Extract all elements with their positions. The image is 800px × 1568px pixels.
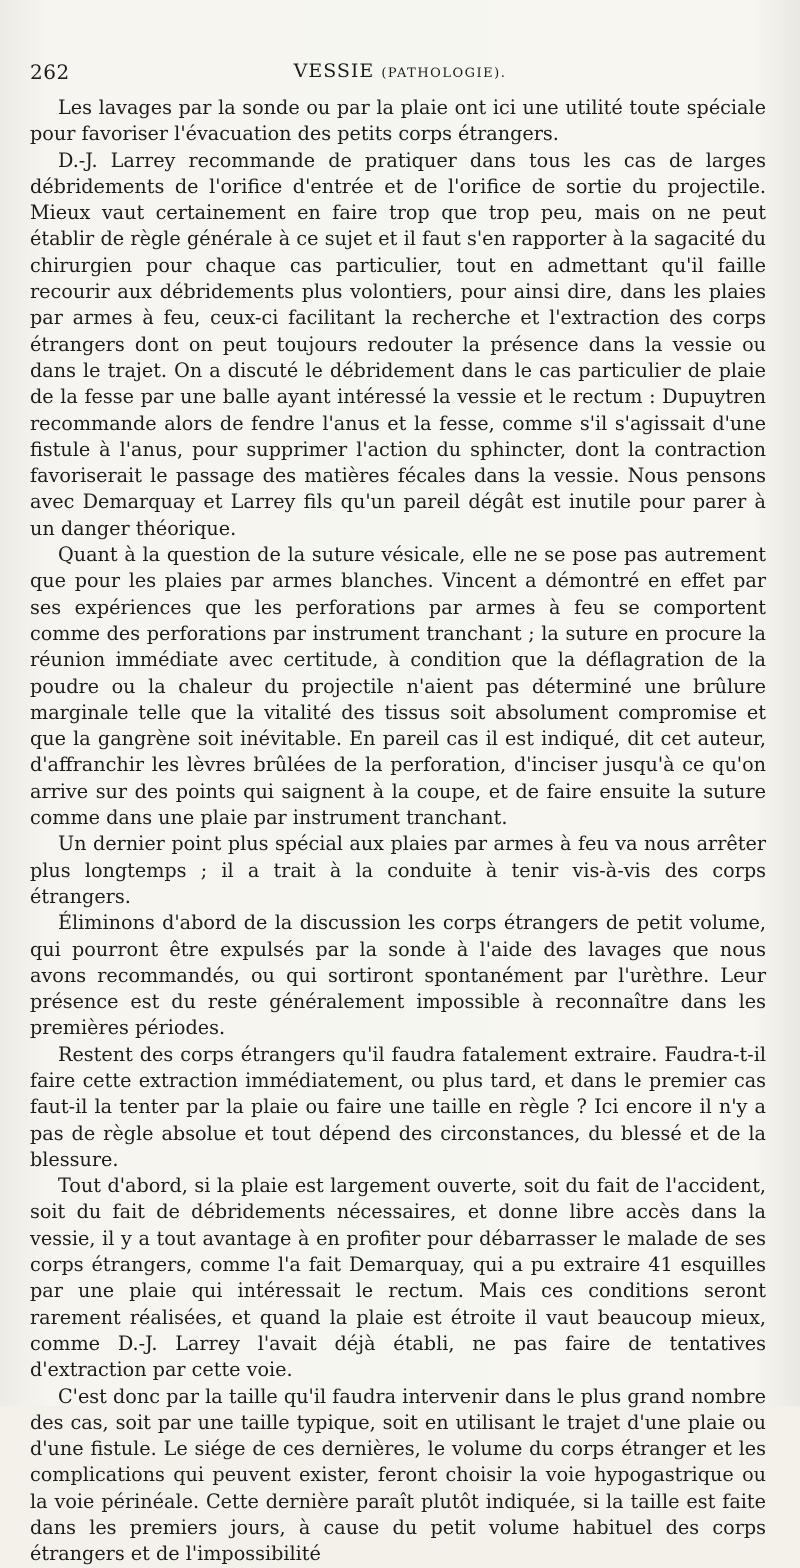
paragraph: Restent des corps étrangers qu'il faudra fatalement extraire. Faudra-t-il faire cette extraction immédiatement, ou plus tard, et dans le premier cas faut-il la tenter par la plaie ou faire une taille en règle ? Ici encore il n'y a pas de règle absolue et tout dépend des circonstances, du blessé et de la blessure.	[30, 1042, 766, 1171]
paragraph: Un dernier point plus spécial aux plaies par armes à feu va nous arrêter plus longtemps ; il a trait à la conduite à tenir vis-à-vis des corps étrangers.	[30, 832, 766, 908]
paragraph: C'est donc par la taille qu'il faudra intervenir dans le plus grand nombre des cas, soit par une taille typique, soit en utilisant le trajet d'une plaie ou d'une fistule. Le siége de ces dernières, le volume du corps étranger et les complications qui peuvent exister, feront choisir la voie hypogastrique ou la voie périnéale. Cette dernière paraît plutôt indiquée, si la taille est faite dans les premiers jours, à cause du petit volume habituel des corps étrangers et de l'impossibilité	[30, 1384, 766, 1566]
running-title	[30, 60, 770, 82]
body-text	[30, 95, 766, 1568]
paragraph: Tout d'abord, si la plaie est largement ouverte, soit du fait de l'accident, soit du fait de débridements nécessaires, et donne libre accès dans la vessie, il y a tout avantage à en profiter pour débarrasser le malade de ses corps étrangers, comme l'a fait Demarquay, qui a pu extraire 41 esquilles par une plaie qui intéressait le rectum. Mais ces conditions seront rarement réalisées, et quand la plaie est étroite il vaut beaucoup mieux, comme D.-J. Larrey l'avait déjà établi, ne pas faire de tentatives d'extraction par cette voie.	[30, 1174, 766, 1382]
running-title-main: VESSIE	[293, 60, 375, 82]
page-number: 262	[30, 60, 70, 84]
page-header	[30, 60, 770, 90]
paragraph: Les lavages par la sonde ou par la plaie ont ici une utilité toute spéciale pour favoriser l'évacuation des petits corps étrangers.	[30, 96, 766, 146]
running-title-subtitle: (PATHOLOGIE).	[381, 66, 507, 81]
paragraph: Éliminons d'abord de la discussion les corps étrangers de petit volume, qui pourront être expulsés par la sonde à l'aide des lavages que nous avons recommandés, ou qui sortiront spontanément par l'urèthre. Leur présence est du reste généralement impossible à reconnaître dans les premières périodes.	[30, 911, 766, 1040]
paragraph: Quant à la question de la suture vésicale, elle ne se pose pas autrement que pour les plaies par armes blanches. Vincent a démontré en effet par ses expériences que les perforations par armes à feu se comportent comme des perforations par instrument tranchant ; la suture en procure la réunion immédiate avec certitude, à condition que la déflagration de la poudre ou la chaleur du projectile n'aient pas déterminé une brûlure marginale telle que la vitalité des tissus soit absolument compromise et que la gangrène soit inévitable. En pareil cas il est indiqué, dit cet auteur, d'affranchir les lèvres brûlées de la perforation, d'inciser jusqu'à ce qu'on arrive sur des points qui saignent à la coupe, et de faire ensuite la suture comme dans une plaie par instrument tranchant.	[30, 543, 766, 830]
paragraph: D.-J. Larrey recommande de pratiquer dans tous les cas de larges débridements de l'orifice d'entrée et de l'orifice de sortie du projectile. Mieux vaut certainement en faire trop que trop peu, mais on ne peut établir de règle générale à ce sujet et il faut s'en rapporter à la sagacité du chirurgien pour chaque cas particulier, tout en admettant qu'il faille recourir aux débridements plus volontiers, pour ainsi dire, dans les plaies par armes à feu, ceux-ci facilitant la recherche et l'extraction des corps étrangers dont on peut toujours redouter la présence dans la vessie ou dans le trajet. On a discuté le débridement dans le cas particulier de plaie de la fesse par une balle ayant intéressé la vessie et le rectum : Dupuytren recommande alors de fendre l'anus et la fesse, comme s'il s'agissait d'une fistule à l'anus, pour supprimer l'action du sphincter, dont la contraction favoriserait le passage des matières fécales dans la vessie. Nous pensons avec Demarquay et Larrey fils qu'un pareil dégât est inutile pour parer à un danger théorique.	[30, 148, 766, 540]
